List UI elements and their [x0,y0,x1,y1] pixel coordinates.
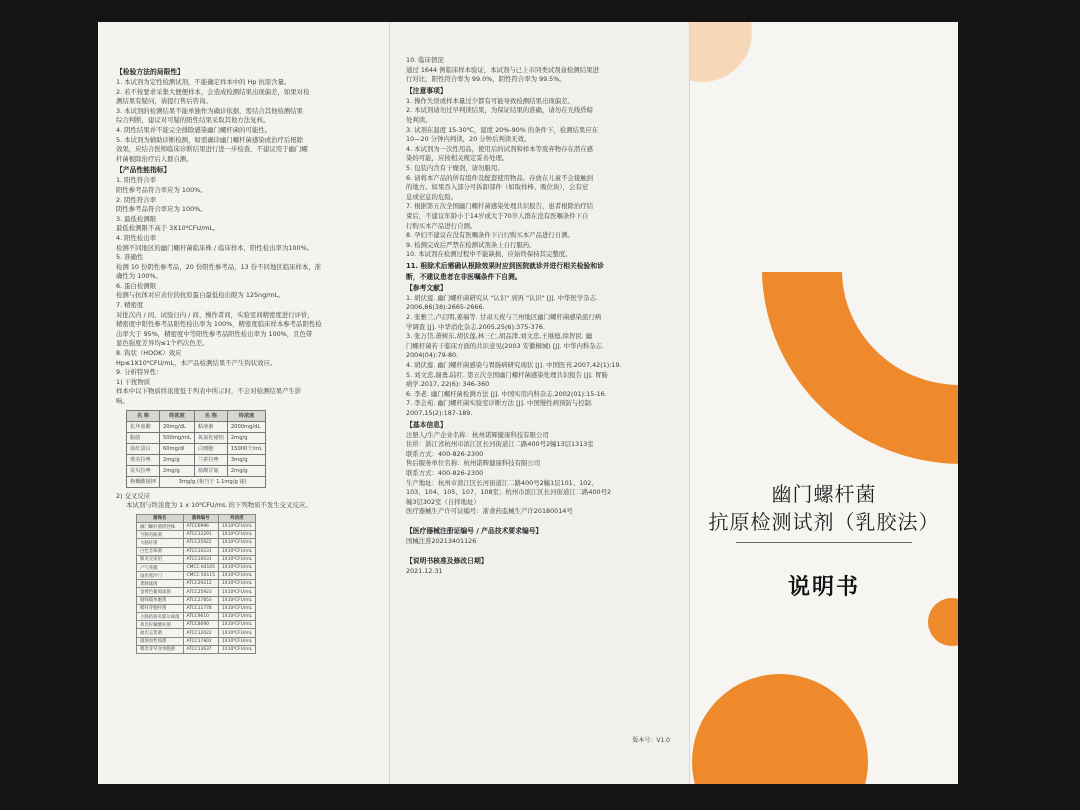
table-cell: 白色念珠菌 [137,547,184,555]
table-row [137,539,256,547]
text-line: 7. 根据第五次全国幽门螺杆菌感染处理共识报告，患者根除治疗结 [406,202,594,211]
section-heading: 【注意事项】 [406,86,447,95]
text-line: 8. 孕妇不建议在没有医嘱条件下自行购买本产品进行自测。 [406,231,574,240]
interference-table [126,410,266,488]
manual-title: 说明书 [787,575,860,600]
text-line: 通过 1644 例临床样本验证，本试剂与已上市同类试剂盒检测结果进 [406,65,599,74]
section-heading: 【基本信息】 [406,420,447,429]
text-line: 杆菌根除治疗后人群自测。 [116,154,193,163]
orange-arc [762,72,958,464]
table-cell: 金黄色葡萄球菌 [137,588,184,596]
table-cell: ATCC25922 [183,539,218,547]
table-cell: 粘液素 [194,421,227,432]
table-cell: 2mg/g [227,465,265,476]
text-line: 1. 阳性符合率 [116,176,157,185]
section-heading: 【医疗器械注册证编号 / 产品技术要求编号】 [406,526,543,535]
table-row [137,596,256,604]
text-line: 7. 精密度 [116,301,144,310]
text-line: Hp≤1X10⁹CFU/mL，本产品检测结果不产生钩状效应。 [116,358,277,367]
table-cell: 1X10⁸CFU/mL [218,604,255,612]
table-cell: 1X10⁸CFU/mL [218,539,255,547]
text-line: 息或窒息的危险。 [406,192,458,201]
text-line: 4. 胡伏莲. 幽门螺杆菌感染与胃肠病研究现状 [J]. 中国医刊.2007,42(1):19. [406,361,622,370]
text-line: 出率大于 95%，精密度中等阳性参考品阳性检出率为 100%，且色带 [116,329,313,338]
text-line: 检测 10 份阴性参考品，20 份阳性参考品，13 份不同地区临床样本，准 [116,262,322,271]
cross-reaction-table [136,514,256,654]
table-cell: 粪肠球菌 [137,580,184,588]
text-line: 4. 阴性结果并不能完全排除感染幽门螺杆菌的可能性。 [116,125,272,134]
table-row [127,476,266,487]
table-cell: ATCC13637 [183,645,218,653]
text-line: 7. 李会苑. 幽门螺杆菌实验室诊断方法 [J]. 中国慢性病预防与控制. [406,399,593,408]
peach-circle-top [690,22,752,82]
table-cell: 蜡样芽胞杆菌 [137,604,184,612]
text-line: 检测不同地区的幽门螺杆菌临床株 / 临床样本，阳性检出率为100%。 [116,243,314,252]
table-cell: 60mg/dl [159,443,194,454]
text-line: 5. 刘文忠,谢勇,陆红. 第五次全国幽门螺杆菌感染处理共识报告 [J]. 胃肠 [406,370,608,379]
text-line: 门螺杆菌若干临床方面的共识意见(2003 安徽桐城) [J]. 中华内科杂志. [406,341,605,350]
text-line: 幢3层302室（自择地址） [406,497,480,506]
table-cell: 1X10⁸CFU/mL [218,637,255,645]
table-cell: 氧氯化铋铝 [194,432,227,443]
table-cell: 3mg/g (相当于 1.1mg/g 铋) [159,476,265,487]
text-line: 行购买本产品进行自测。 [406,221,477,230]
text-line: 阴性参考品符合率应为 100%。 [116,205,207,214]
table-row [137,572,256,580]
table-header-cell: 终浓度 [227,410,265,421]
text-line: 2. 张雅兰,卢启明,姜瑞等. 甘肃天祝与兰州地区幽门螺杆菌感染流行病 [406,313,602,322]
text-line: 显色强度差异均≤1个档次色差。 [116,339,209,348]
table-cell: CMCC 50115 [183,572,218,580]
table-cell: 15000个/mL [227,443,265,454]
text-line: 病学.2017, 22(6): 346-360 [406,380,490,389]
text-line: 医疗器械生产许可证编号：浙食药监械生产许20180014号 [406,507,573,516]
table-cell: 幽门螺杆菌阴性株 [137,522,184,530]
title-divider [736,542,912,543]
table-cell: 2mg/g [227,432,265,443]
text-line: 检测与抗体对应表位的抗原蛋白最低检出限为 125ng/mL。 [116,291,285,300]
text-line: 10—20 分钟内判读，20 分钟后判读无效。 [406,135,531,144]
text-line: 响。 [116,397,129,405]
table-header-cell: 终浓度 [159,410,194,421]
table-cell: 1X10⁸CFU/mL [218,531,255,539]
text-line: 4. 本试剂为一次性用品，使用后的试剂和样本等废弃物存在潜在感 [406,144,594,153]
text-line: 联系方式：400-826-2300 [406,468,484,477]
text-line: 6. 请将本产品的所有组件及配套使用物品、存放在儿童不会接触到 [406,173,594,182]
table-row [137,580,256,588]
left-panel-text [116,67,372,407]
table-cell: 1X10⁸CFU/mL [218,563,255,571]
text-line: 效果，应结合医师临床诊断结果进行进一步检查，不建议用于幽门螺 [116,145,308,154]
table-cell: 1X10⁸CFU/mL [218,572,255,580]
table-cell: ATCC27853 [183,596,218,604]
table-row [127,465,266,476]
table-row [137,604,256,612]
middle-panel [390,22,690,784]
text-line: 对批次内 / 间、试验日内 / 间、操作者间，实验室间精密度进行评价， [116,310,314,319]
text-line: 处判读。 [406,115,432,124]
table-row [127,454,266,465]
text-line: 行对比，阳性符合率为 99.0%，阴性符合率为 99.5%。 [406,75,566,84]
spacer [406,547,674,555]
table-cell: 2mg/g [159,454,194,465]
text-line: 3. 张万岱,萧树东,胡伏莲,林三仁,胡品津,刘文忠,王继德,徐智民. 幽 [406,332,593,341]
text-line: 国械注准20213401126 [406,536,477,545]
table-cell: ATCC33291 [183,531,218,539]
table-cell: ATCC10031 [183,555,218,563]
table-header-cell: 名 称 [127,410,160,421]
text-line: 综合判断，建议对可疑的阳性结果采取其他方法复核。 [116,116,270,125]
table-cell: 20mg/dL [159,421,194,432]
section-heading: 【参考文献】 [406,283,447,292]
text-line: 10. 临床情况 [406,56,444,64]
table-cell: 1X10⁸CFU/mL [218,547,255,555]
text-line: 2. 本试剂请勿过早判读结果，为保证结果的准确，请勿在光线昏暗 [406,106,594,115]
cover-decoration [690,22,958,784]
table-row [137,531,256,539]
left-panel [98,22,390,784]
table-row [137,613,256,621]
text-line: 2007,15(2):187-189. [406,409,473,417]
text-line: 5. 准确性 [116,253,144,262]
table-cell: 1X10⁸CFU/mL [218,588,255,596]
text-line: 103、104、105、107、108室；杭州市滨江区长河街道江二路400号2 [406,488,612,497]
text-line: 1) 干扰物质 [116,377,151,386]
table-cell: 小肠结肠炎耶尔森菌 [137,613,184,621]
text-line: 10. 本试剂在检测过程中不能缺损，应始终保持其完整度。 [406,250,572,259]
table-cell: 嗜麦芽窄食单胞菌 [137,645,184,653]
text-line: 住所：浙江省杭州市滨江区长河街道江二路400号2幢13层1313室 [406,440,594,449]
table-cell: 1X10⁸CFU/mL [218,645,255,653]
cross-reaction-title: 2) 交叉反应 [116,491,151,500]
table-row [137,522,256,530]
table-cell: ATCC12022 [183,629,218,637]
table-cell: 1X10⁸CFU/mL [218,580,255,588]
table-row [137,629,256,637]
table-cell: 奥美拉唑 [127,454,160,465]
table-cell: 1X10⁸CFU/mL [218,621,255,629]
table-header-cell: 名 称 [194,410,227,421]
text-line: 束后，不建议年龄小于14岁或大于70岁人群在没有医嘱条件下自 [406,211,589,220]
table-cell: ATCC8090 [183,621,218,629]
section-heading: 【说明书核准及修改日期】 [406,556,488,565]
table-cell: 500mg/mL [159,432,194,443]
cover-panel [690,22,958,784]
table-cell: 空肠弯曲菌 [137,531,184,539]
table-row [127,443,266,454]
orange-small-circle [928,598,958,646]
text-line: 2004(04):79-80. [406,351,459,360]
table-row [137,588,256,596]
section-heading: 断，不建议患者在非医嘱条件下自测。 [406,272,522,281]
table-row [137,645,256,653]
table-cell: 抗坏血酸 [127,421,160,432]
table-cell: 兰索拉唑 [194,454,227,465]
middle-panel-text [406,56,674,576]
table-row [137,637,256,645]
table-header-cell: 终浓度 [218,514,255,522]
text-line: 3. 试剂在温度 15-30℃，湿度 20%-90% 的条件下，检测结果应在 [406,125,599,134]
text-line: 4. 阳性检出率 [116,233,157,242]
text-line: 9. 检测完成后严禁在检测试剂条上自行服药。 [406,240,536,249]
table-cell: 1X10⁸CFU/mL [218,522,255,530]
table-cell: CMCC 64165 [183,563,218,571]
table-header-cell: 菌株编号 [183,514,218,522]
text-line: 精密度中阳性参考品阳性检出率为 100%，精密度临床样本参考品阳性检 [116,320,322,329]
table-cell: ATCC17802 [183,637,218,645]
version-number: 版本号：V1.0 [632,737,670,744]
table-cell: 弗氏柠檬酸杆菌 [137,621,184,629]
text-line: 8. 钩状（HOOK）效应 [116,349,182,358]
table-cell: 鼠伤寒沙门 [137,572,184,580]
table-cell: ATCC10231 [183,547,218,555]
text-line: 2. 阴性符合率 [116,195,157,204]
text-line: 最低检测限不高于 3X10⁴CFU/mL。 [116,224,220,233]
table-cell: 雷贝拉唑 [127,465,160,476]
table-cell: 肺炎克雷伯 [137,555,184,563]
section-heading: 【产品性能指标】 [116,166,171,175]
text-line: 注册人/生产企业名称：杭州诺辉健康科技有限公司 [406,430,549,439]
text-line: 3. 最低检测限 [116,214,157,223]
table-row [137,547,256,555]
table-cell: 2mg/g [159,465,194,476]
table-cell: ATCC11778 [183,604,218,612]
text-line: 阳性参考品符合率应为 100%。 [116,185,207,194]
table-cell: ATCC9610 [183,613,218,621]
table-cell: 1X10⁸CFU/mL [218,629,255,637]
text-line: 学调查 [J]. 中华消化杂志.2005,25(6):375-376. [406,322,545,331]
table-cell: 白细胞 [194,443,227,454]
product-name-line1: 幽门螺杆菌 [771,482,877,506]
table-cell: 副溶血性弧菌 [137,637,184,645]
table-cell: 大肠杆菌 [137,539,184,547]
text-line: 6. 蛋白检测限 [116,281,157,290]
text-line: 测结果有疑问，请提行售后咨询。 [116,97,212,106]
table-header-cell: 菌株名 [137,514,184,522]
table-row [137,621,256,629]
table-cell: 1X10⁸CFU/mL [218,555,255,563]
table-row [127,421,266,432]
text-line: 确性为 100%。 [116,272,162,281]
table-cell: 福氏志贺菌 [137,629,184,637]
text-line: 9. 分析特异性： [116,368,163,377]
table-row [137,563,256,571]
product-name-line2: 抗原检测试剂（乳胶法） [708,510,940,534]
text-line: 1. 胡伏莲. 幽门螺杆菌研究从 "认识" 到再 "认识" [J]. 中华医学杂志. [406,293,599,302]
table-cell: 2000mg/dL [227,421,265,432]
text-line: 5. 包装内含有干燥剂，请勿服用。 [406,163,504,172]
text-line: 的地方。如果吞入部分可拆卸部件（如取样棒、吸位块），会有窒 [406,183,589,192]
table-cell: ATCC29212 [183,580,218,588]
table-row [137,555,256,563]
table-cell: 1X10⁸CFU/mL [218,596,255,604]
text-line: 5. 本试剂为辅助诊断检测，如需确诊幽门螺杆菌感染或治疗后根除 [116,135,304,144]
text-line: 1. 操作失误或样本量过少都有可能导致检测结果出现偏差。 [406,96,574,105]
text-line: 2006,86(38):2665-2666. [406,303,485,312]
text-line: 联系方式：400-826-2300 [406,449,484,458]
spacer [406,517,674,525]
text-line: 样本中以下物质终浓度低于列表中所示时，不会对检测结果产生影 [116,387,302,396]
table-cell: ATCC6996 [183,522,218,530]
text-line: 售后服务单位名称：杭州诺辉健康科技有限公司 [406,459,541,468]
table-cell: 3mg/g [227,454,265,465]
table-cell: 脂肪 [127,432,160,443]
table-cell: 枸橼酸铋钾 [127,476,160,487]
text-line: 1. 本试剂为定性检测试剂，不能确定样本中的 Hp 抗原含量。 [116,78,291,86]
table-cell: ATCC25923 [183,588,218,596]
cross-reaction-desc: 本试剂与终浓度为 1 x 10⁸CFU/mL 的下列物质不发生交叉反应。 [126,501,312,510]
table-cell: 血红蛋白 [127,443,160,454]
section-heading: 【检验方法的局限性】 [116,68,184,76]
table-cell: 1X10⁸CFU/mL [218,613,255,621]
text-line: 2. 若不按要求采集大便便样本，会造成检测结果出现偏差，如果对检 [116,87,310,96]
text-line: 3. 本试剂的检测结果不能单独作为确诊依据，需结合其他检测结果 [116,106,304,115]
text-line: 2021.12.31 [406,566,443,575]
orange-bottom-circle [692,674,868,784]
text-line: 生产地址：杭州市滨江区长河街道江二路400号2幢1层101、102、 [406,478,598,487]
text-line: 6. 李老. 幽门螺杆菌检测方法 [J]. 中国实用内科杂志.2002(01):15-16. [406,389,607,398]
text-line: 染的可能，应按相关规定妥善处理。 [406,154,509,163]
section-heading: 11. 根除术后需确认根除效果时应到医院就诊并进行相关检验和诊 [406,261,604,270]
table-cell: 产气荚膜 [137,563,184,571]
table-cell: 盐酸甘氨 [194,465,227,476]
table-row [127,432,266,443]
table-cell: 铜绿假单胞菌 [137,596,184,604]
